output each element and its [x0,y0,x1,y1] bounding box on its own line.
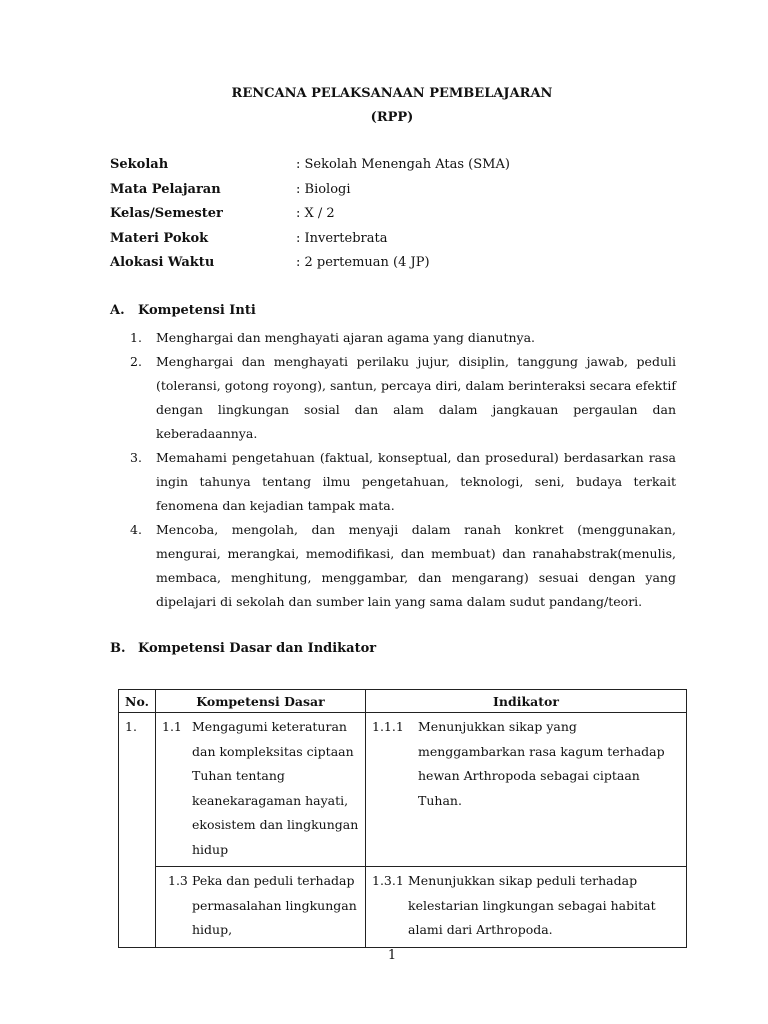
kd-code: 1.3 [168,873,188,888]
section-b-heading [110,641,376,656]
info-value: : X / 2 [296,206,335,222]
table-cell-indikator [366,713,687,867]
info-value: : 2 pertemuan (4 JP) [296,255,430,271]
indikator-text: Menunjukkan sikap yang menggambarkan rasa kagum terhadap hewan Arthropoda sebagai ciptaan Tuhan. [418,719,665,808]
indikator-entry [366,713,686,817]
list-item [130,518,676,614]
kompetensi-inti-list [130,326,676,614]
table-cell-kd [156,713,366,867]
list-item [130,446,676,518]
info-label: Materi Pokok [110,230,209,246]
table-header-cell: Indikator [366,690,687,713]
list-item [130,350,676,446]
table-row [119,867,687,948]
document-title: RENCANA PELAKSANAAN PEMBELAJARAN [231,86,553,101]
kd-text: Mengagumi keteraturan dan kompleksitas ciptaan Tuhan tentang keanekaragaman hayati, ekosistem dan lingkungan hidup [192,719,359,857]
list-text: Menghargai dan menghayati ajaran agama yang dianutnya. [156,330,536,345]
table-header-cell: Kompetensi Dasar [156,690,366,713]
kd-text: Peka dan peduli terhadap permasalahan lingkungan hidup, [192,873,357,937]
indikator-code: 1.1.1 [372,719,404,734]
list-number: 3. [130,450,142,465]
section-title: Kompetensi Dasar dan Indikator [138,641,377,656]
info-label: Mata Pelajaran [110,181,221,197]
kd-entry [156,867,365,947]
table-header-cell: No. [119,690,156,713]
kompetensi-dasar-table [118,689,687,948]
info-label: Sekolah [110,157,169,172]
info-label: Alokasi Waktu [110,255,215,271]
list-number: 1. [130,330,142,345]
row-number: 1. [125,719,137,734]
list-text: Mencoba, mengolah, dan menyaji dalam ranah konkret (menggunakan, mengurai, merangkai, memodifikasi, dan membuat) dan ranahabstrak(menulis, membaca, menghitung, menggambar, dan mengarang) sesuai dengan yang dipelajari di sekolah dan sumber lain yang sama dalam sudut pandang/teori. [156,522,676,609]
indikator-text: Menunjukkan sikap peduli terhadap kelestarian lingkungan sebagai habitat alami dari Arthropoda. [408,873,656,937]
info-value: : Invertebrata [296,230,388,246]
list-number: 4. [130,522,142,537]
kd-entry [156,713,365,866]
table-cell-kd [156,867,366,948]
kd-code: 1.1 [162,719,182,734]
section-a-heading [110,303,256,318]
list-item [130,326,676,350]
table-cell-no [119,713,156,948]
indikator-code: 1.3.1 [372,873,404,888]
info-value: : Biologi [296,181,351,197]
table-cell-indikator [366,867,687,948]
section-letter: B. [110,641,126,656]
table-header-row [119,690,687,713]
list-text: Menghargai dan menghayati perilaku jujur, disiplin, tanggung jawab, peduli (toleransi, gotong royong), santun, percaya diri, dalam berinteraksi secara efektif dengan lingkungan sosial dan alam dalam jangkauan pergaulan dan keberadaannya. [156,354,676,441]
table-row [119,713,687,867]
info-value: : Sekolah Menengah Atas (SMA) [296,157,510,172]
section-letter: A. [110,303,125,318]
list-text: Memahami pengetahuan (faktual, konseptual, dan prosedural) berdasarkan rasa ingin tahunya tentang ilmu pengetahuan, teknologi, seni, budaya terkait fenomena dan kejadian tampak mata. [156,450,676,513]
section-title: Kompetensi Inti [138,303,256,318]
document-subtitle: (RPP) [370,110,414,125]
list-number: 2. [130,354,142,369]
indikator-entry [366,867,686,947]
info-label: Kelas/Semester [110,206,223,222]
page-number: 1 [387,948,397,963]
